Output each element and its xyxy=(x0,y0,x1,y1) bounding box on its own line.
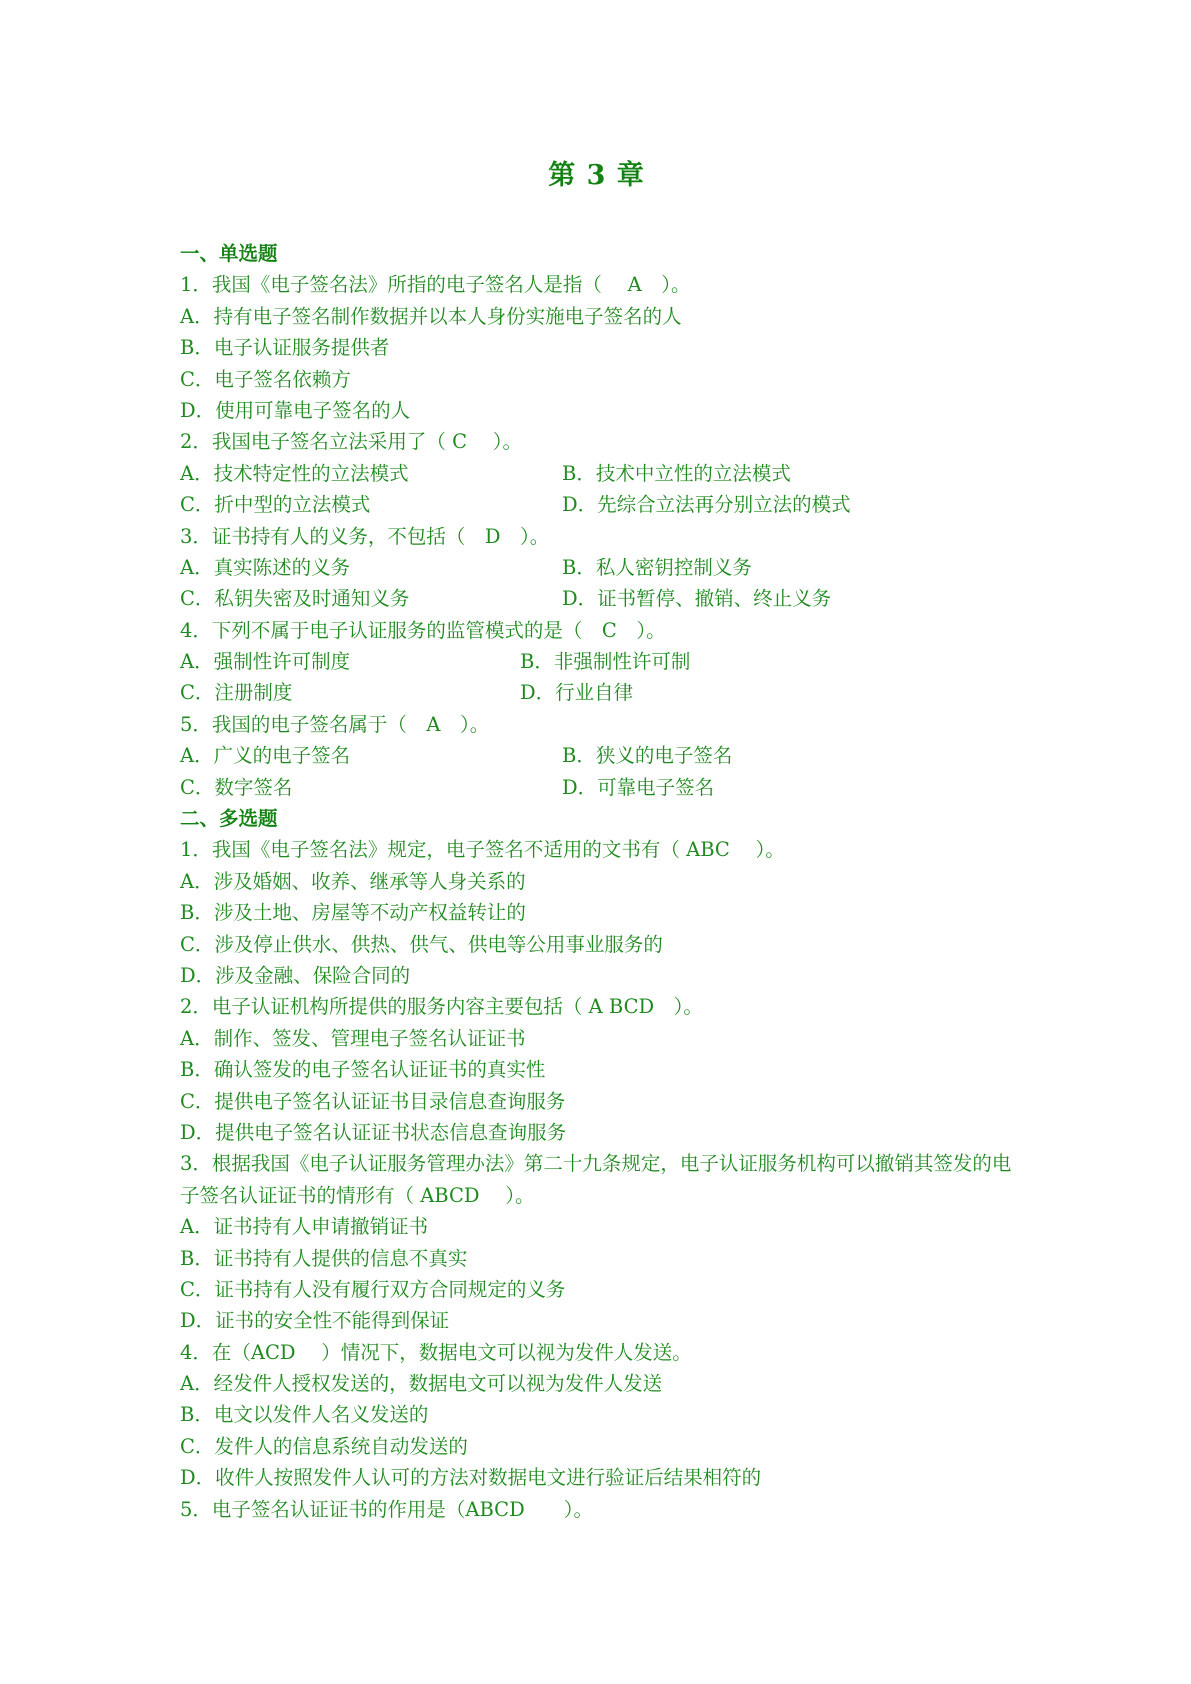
option-d: D．证书的安全性不能得到保证 xyxy=(180,1309,450,1333)
question-stem: 5．我国的电子签名属于（ A ）。 xyxy=(180,712,490,736)
option-a: A．持有电子签名制作数据并以本人身份实施电子签名的人 xyxy=(180,304,682,328)
option-c: C．证书持有人没有履行双方合同规定的义务 xyxy=(180,1277,566,1301)
option-b: B．私人密钥控制义务 xyxy=(562,555,752,579)
question-stem: 4．下列不属于电子认证服务的监管模式的是（ C ）。 xyxy=(180,618,666,642)
question-stem: 3．证书持有人的义务，不包括（ D ）。 xyxy=(180,524,550,548)
section-heading-single-choice: 一、单选题 xyxy=(180,242,278,265)
option-d: D．行业自律 xyxy=(520,681,634,705)
question-stem: 2．电子认证机构所提供的服务内容主要包括（ A BCD ）。 xyxy=(180,995,703,1019)
option-c: C．电子签名依赖方 xyxy=(180,367,351,391)
option-a: A．真实陈述的义务 xyxy=(180,555,351,579)
option-b: B．涉及土地、房屋等不动产权益转让的 xyxy=(180,901,526,925)
option-c: C．注册制度 xyxy=(180,681,293,705)
option-d: D．可靠电子签名 xyxy=(562,775,715,799)
option-row xyxy=(180,458,1040,489)
question-stem: 5．电子签名认证证书的作用是（ABCD ）。 xyxy=(180,1497,593,1521)
option-c: C．数字签名 xyxy=(180,775,293,799)
option-a: A．经发件人授权发送的，数据电文可以视为发件人发送 xyxy=(180,1372,663,1396)
option-row xyxy=(180,677,1040,708)
question-stem: 2．我国电子签名立法采用了（ C ）。 xyxy=(180,430,522,454)
question-list xyxy=(180,238,1040,1525)
question-stem: 1．我国《电子签名法》规定，电子签名不适用的文书有（ ABC ）。 xyxy=(180,838,785,862)
option-d: D．先综合立法再分别立法的模式 xyxy=(562,493,851,517)
option-b: B．确认签发的电子签名认证证书的真实性 xyxy=(180,1058,546,1082)
option-a: A．广义的电子签名 xyxy=(180,744,351,768)
option-b: B．狭义的电子签名 xyxy=(562,744,733,768)
option-b: B．技术中立性的立法模式 xyxy=(562,461,791,485)
option-a: A．涉及婚姻、收养、继承等人身关系的 xyxy=(180,869,526,893)
option-b: B．证书持有人提供的信息不真实 xyxy=(180,1246,468,1270)
option-row xyxy=(180,552,1040,583)
option-row xyxy=(180,489,1040,520)
question-stem: 4．在（ACD ）情况下，数据电文可以视为发件人发送。 xyxy=(180,1340,692,1364)
option-b: B．非强制性许可制 xyxy=(520,650,691,674)
option-c: C．提供电子签名认证证书目录信息查询服务 xyxy=(180,1089,566,1113)
option-d: D．证书暂停、撤销、终止义务 xyxy=(562,587,832,611)
question-stem: 3．根据我国《电子认证服务管理办法》第二十九条规定，电子认证服务机构可以撤销其签发的电子签名认证证书的情形有（ ABCD ）。 xyxy=(180,1152,1012,1207)
option-a: A．证书持有人申请撤销证书 xyxy=(180,1215,429,1239)
option-row xyxy=(180,583,1040,614)
option-d: D．涉及金融、保险合同的 xyxy=(180,963,411,987)
option-c: C．发件人的信息系统自动发送的 xyxy=(180,1434,468,1458)
option-b: B．电子认证服务提供者 xyxy=(180,336,390,360)
option-row xyxy=(180,772,1040,803)
option-a: A．技术特定性的立法模式 xyxy=(180,461,409,485)
chapter-title: 第 3 章 xyxy=(548,160,645,191)
option-d: D．收件人按照发件人认可的方法对数据电文进行验证后结果相符的 xyxy=(180,1466,762,1490)
option-a: A．强制性许可制度 xyxy=(180,650,351,674)
option-row xyxy=(180,646,1040,677)
option-d: D．提供电子签名认证证书状态信息查询服务 xyxy=(180,1120,567,1144)
option-c: C．私钥失密及时通知义务 xyxy=(180,587,410,611)
option-a: A．制作、签发、管理电子签名认证证书 xyxy=(180,1026,526,1050)
option-b: B．电文以发件人名义发送的 xyxy=(180,1403,429,1427)
option-d: D．使用可靠电子签名的人 xyxy=(180,398,411,422)
option-c: C．涉及停止供水、供热、供气、供电等公用事业服务的 xyxy=(180,932,663,956)
option-c: C．折中型的立法模式 xyxy=(180,493,371,517)
question-stem: 1．我国《电子签名法》所指的电子签名人是指（ A ）。 xyxy=(180,273,691,297)
option-row xyxy=(180,740,1040,771)
section-heading-multiple-choice: 二、多选题 xyxy=(180,807,278,831)
